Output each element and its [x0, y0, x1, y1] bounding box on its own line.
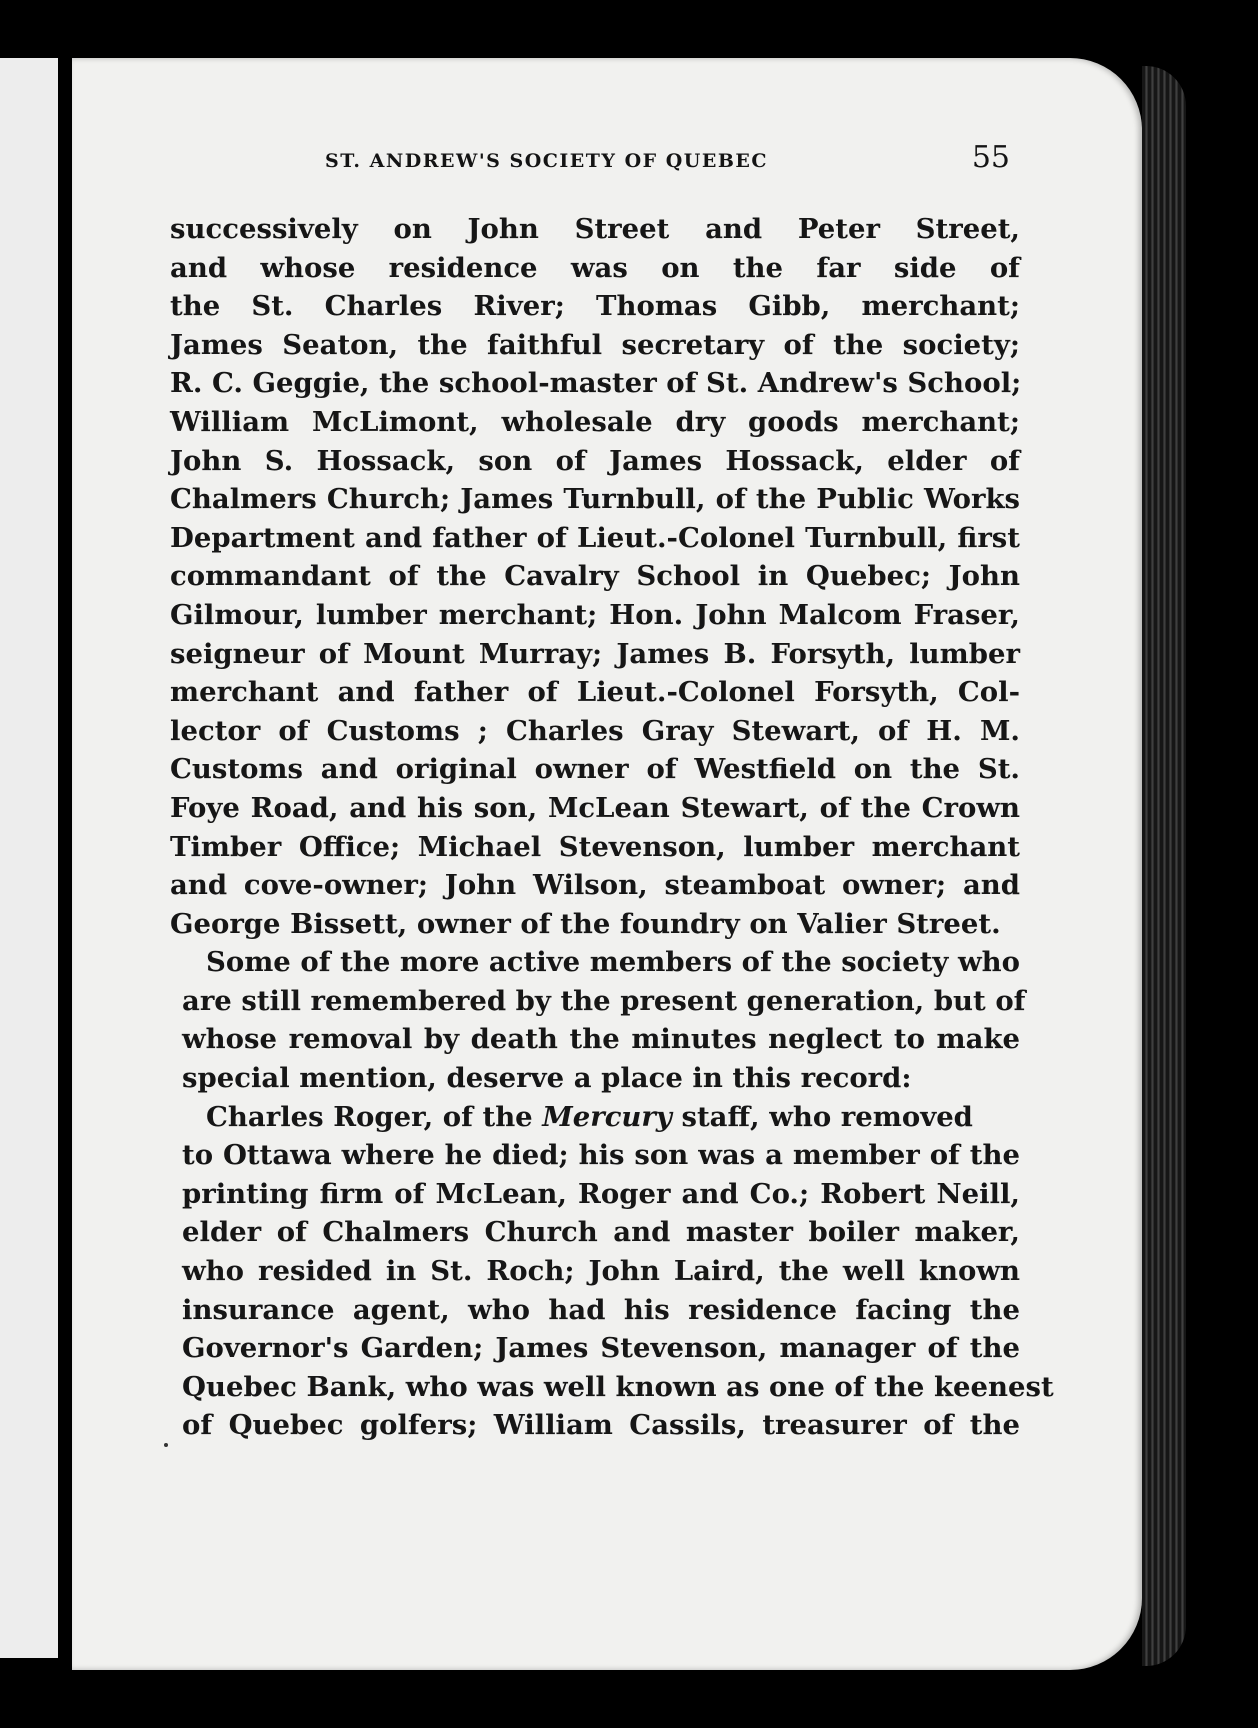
- text-line: Governor's Garden; James Stevenson, manager of the: [182, 1332, 1020, 1365]
- margin-mark: [164, 1443, 168, 1447]
- text-run: staff, who removed: [671, 1100, 973, 1133]
- text-line: George Bissett, owner of the foundry on Valier Street.: [170, 907, 1001, 940]
- text-line: Chalmers Church; James Turnbull, of the Public Works: [170, 483, 1020, 516]
- text-line: lector of Customs ; Charles Gray Stewart, of H. M.: [170, 714, 1020, 747]
- facing-page-edge: [0, 58, 58, 1658]
- text-line: whose removal by death the minutes neglect to make: [182, 1023, 1020, 1056]
- text-line: Customs and original owner of Westfield on the St.: [170, 753, 1020, 786]
- text-line: merchant and father of Lieut.-Colonel Forsyth, Col-: [170, 676, 1020, 709]
- text-line: and cove-owner; John Wilson, steamboat owner; and: [170, 869, 1020, 902]
- running-head: [175, 140, 1010, 186]
- text-line: and whose residence was on the far side of: [170, 251, 1020, 284]
- text-line: printing firm of McLean, Roger and Co.; Robert Neill,: [182, 1177, 1020, 1210]
- text-run: Charles Roger, of the: [206, 1100, 543, 1133]
- running-title: ST. ANDREW'S SOCIETY OF QUEBEC: [325, 150, 768, 172]
- text-line: are still remembered by the present generation, but of: [182, 984, 1026, 1017]
- text-line: Foye Road, and his son, McLean Stewart, of the Crown: [170, 791, 1020, 824]
- text-line-mixed: [170, 1098, 1020, 1137]
- text-line: commandant of the Cavalry School in Quebec; John: [170, 560, 1020, 593]
- text-line: William McLimont, wholesale dry goods merchant;: [170, 405, 1020, 438]
- text-line: successively on John Street and Peter Street,: [170, 213, 1020, 245]
- text-line: Gilmour, lumber merchant; Hon. John Malcom Fraser,: [170, 598, 1020, 631]
- page-number: 55: [971, 140, 1010, 175]
- text-line: who resided in St. Roch; John Laird, the well known: [182, 1255, 1020, 1288]
- text-line: John S. Hossack, son of James Hossack, elder of: [170, 444, 1020, 477]
- text-line: Timber Office; Michael Stevenson, lumber merchant: [170, 830, 1020, 863]
- italic-title: Mercury: [542, 1100, 672, 1133]
- text-line: elder of Chalmers Church and master boiler maker,: [182, 1216, 1020, 1249]
- text-line: special mention, deserve a place in this record:: [182, 1062, 912, 1095]
- text-line: the St. Charles River; Thomas Gibb, merchant;: [170, 290, 1020, 323]
- text-line: of Quebec golfers; William Cassils, treasurer of the: [182, 1409, 1020, 1442]
- text-line: James Seaton, the faithful secretary of the society;: [170, 328, 1020, 361]
- text-line: insurance agent, who had his residence facing the: [182, 1293, 1020, 1326]
- text-line: R. C. Geggie, the school-master of St. Andrew's School;: [170, 367, 1022, 400]
- text-line: Quebec Bank, who was well known as one of the keenest: [182, 1370, 1054, 1403]
- text-line: Department and father of Lieut.-Colonel Turnbull, first: [170, 521, 1020, 554]
- book-edge: [1142, 66, 1186, 1666]
- body-text: [170, 210, 1054, 1445]
- text-line: to Ottawa where he died; his son was a member of the: [182, 1139, 1020, 1172]
- text-line: seigneur of Mount Murray; James B. Forsyth, lumber: [170, 637, 1020, 670]
- text-line: Some of the more active members of the society who: [206, 946, 1020, 979]
